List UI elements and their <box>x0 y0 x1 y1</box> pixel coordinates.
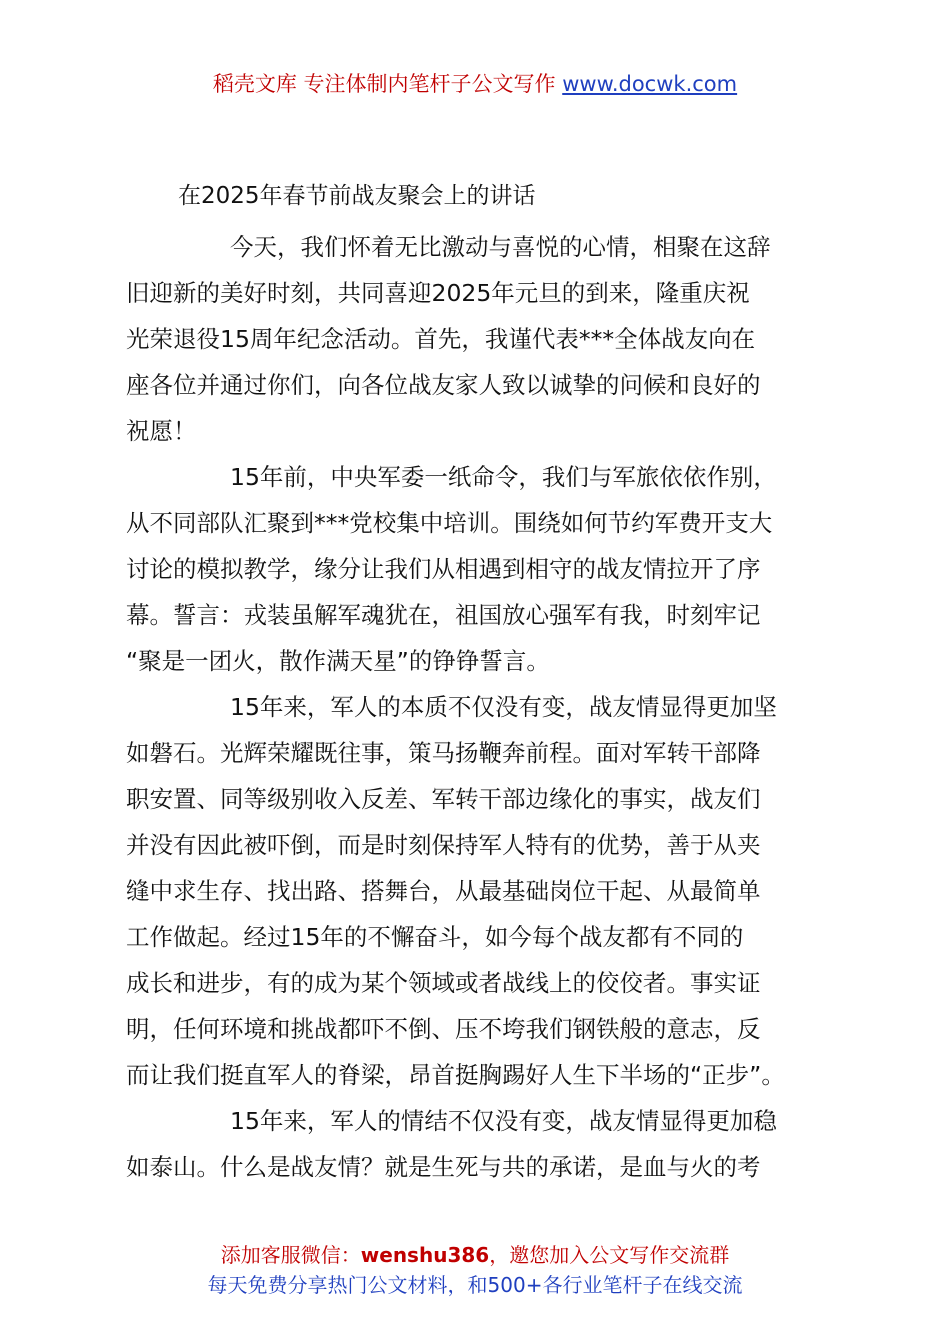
site-url-link[interactable]: www.docwk.com <box>562 72 738 96</box>
paragraph-line: 15年来，军人的本质不仅没有变，战友情显得更加坚 <box>230 693 777 721</box>
paragraph-line: 15年前，中央军委一纸命令，我们与军旅依依作别， <box>230 463 777 491</box>
paragraph-line: 座各位并通过你们，向各位战友家人致以诚挚的问候和良好的 <box>126 371 761 399</box>
paragraph-line: “聚是一团火，散作满天星”的铮铮誓言。 <box>126 647 550 675</box>
paragraph-line: 从不同部队汇聚到***党校集中培训。围绕如何节约军费开支大 <box>126 509 773 537</box>
paragraph-line: 成长和进步，有的成为某个领域或者战线上的佼佼者。事实证 <box>126 969 761 997</box>
footer-promo-line: 每天免费分享热门公文材料，和500+各行业笔杆子在线交流 <box>207 1273 743 1297</box>
paragraph-line: 如磐石。光辉荣耀既往事，策马扬鞭奔前程。面对军转干部降 <box>126 739 761 767</box>
paragraph-line: 讨论的模拟教学，缘分让我们从相遇到相守的战友情拉开了序 <box>126 555 761 583</box>
footer-contact-suffix: ，邀您加入公文写作交流群 <box>489 1243 730 1267</box>
paragraph-line: 并没有因此被吓倒，而是时刻保持军人特有的优势，善于从夹 <box>126 831 761 859</box>
paragraph-line: 今天，我们怀着无比激动与喜悦的心情，相聚在这辞 <box>230 233 771 261</box>
footer-contact-line <box>0 1240 950 1270</box>
site-name: 稻壳文库 专注体制内笔杆子公文写作 <box>212 72 563 96</box>
paragraph-line: 祝愿！ <box>126 417 197 445</box>
paragraph-line: 15年来，军人的情结不仅没有变，战友情显得更加稳 <box>230 1107 777 1135</box>
paragraph-line: 旧迎新的美好时刻，共同喜迎2025年元旦的到来，隆重庆祝 <box>126 279 750 307</box>
paragraph-line: 职安置、同等级别收入反差、军转干部边缘化的事实，战友们 <box>126 785 761 813</box>
paragraph-line: 工作做起。经过15年的不懈奋斗，如今每个战友都有不同的 <box>126 923 744 951</box>
paragraph-line: 光荣退役15周年纪念活动。首先，我谨代表***全体战友向在 <box>126 325 756 353</box>
paragraph-line: 如泰山。什么是战友情？就是生死与共的承诺，是血与火的考 <box>126 1153 761 1181</box>
document-title: 在2025年春节前战友聚会上的讲话 <box>178 183 536 209</box>
page-footer <box>0 1240 950 1300</box>
paragraph-line: 幕。誓言：戎装虽解军魂犹在，祖国放心强军有我，时刻牢记 <box>126 601 761 629</box>
footer-contact-prefix: 添加客服微信： <box>220 1243 361 1267</box>
paragraph-line: 缝中求生存、找出路、搭舞台，从最基础岗位干起、从最简单 <box>126 877 761 905</box>
page-header <box>0 68 950 100</box>
paragraph-line: 而让我们挺直军人的脊梁，昂首挺胸踢好人生下半场的“正步”。 <box>126 1061 785 1089</box>
document-body <box>126 224 836 1190</box>
wechat-id: wenshu386 <box>360 1243 490 1267</box>
paragraph-line: 明，任何环境和挑战都吓不倒、压不垮我们钢铁般的意志，反 <box>126 1015 761 1043</box>
